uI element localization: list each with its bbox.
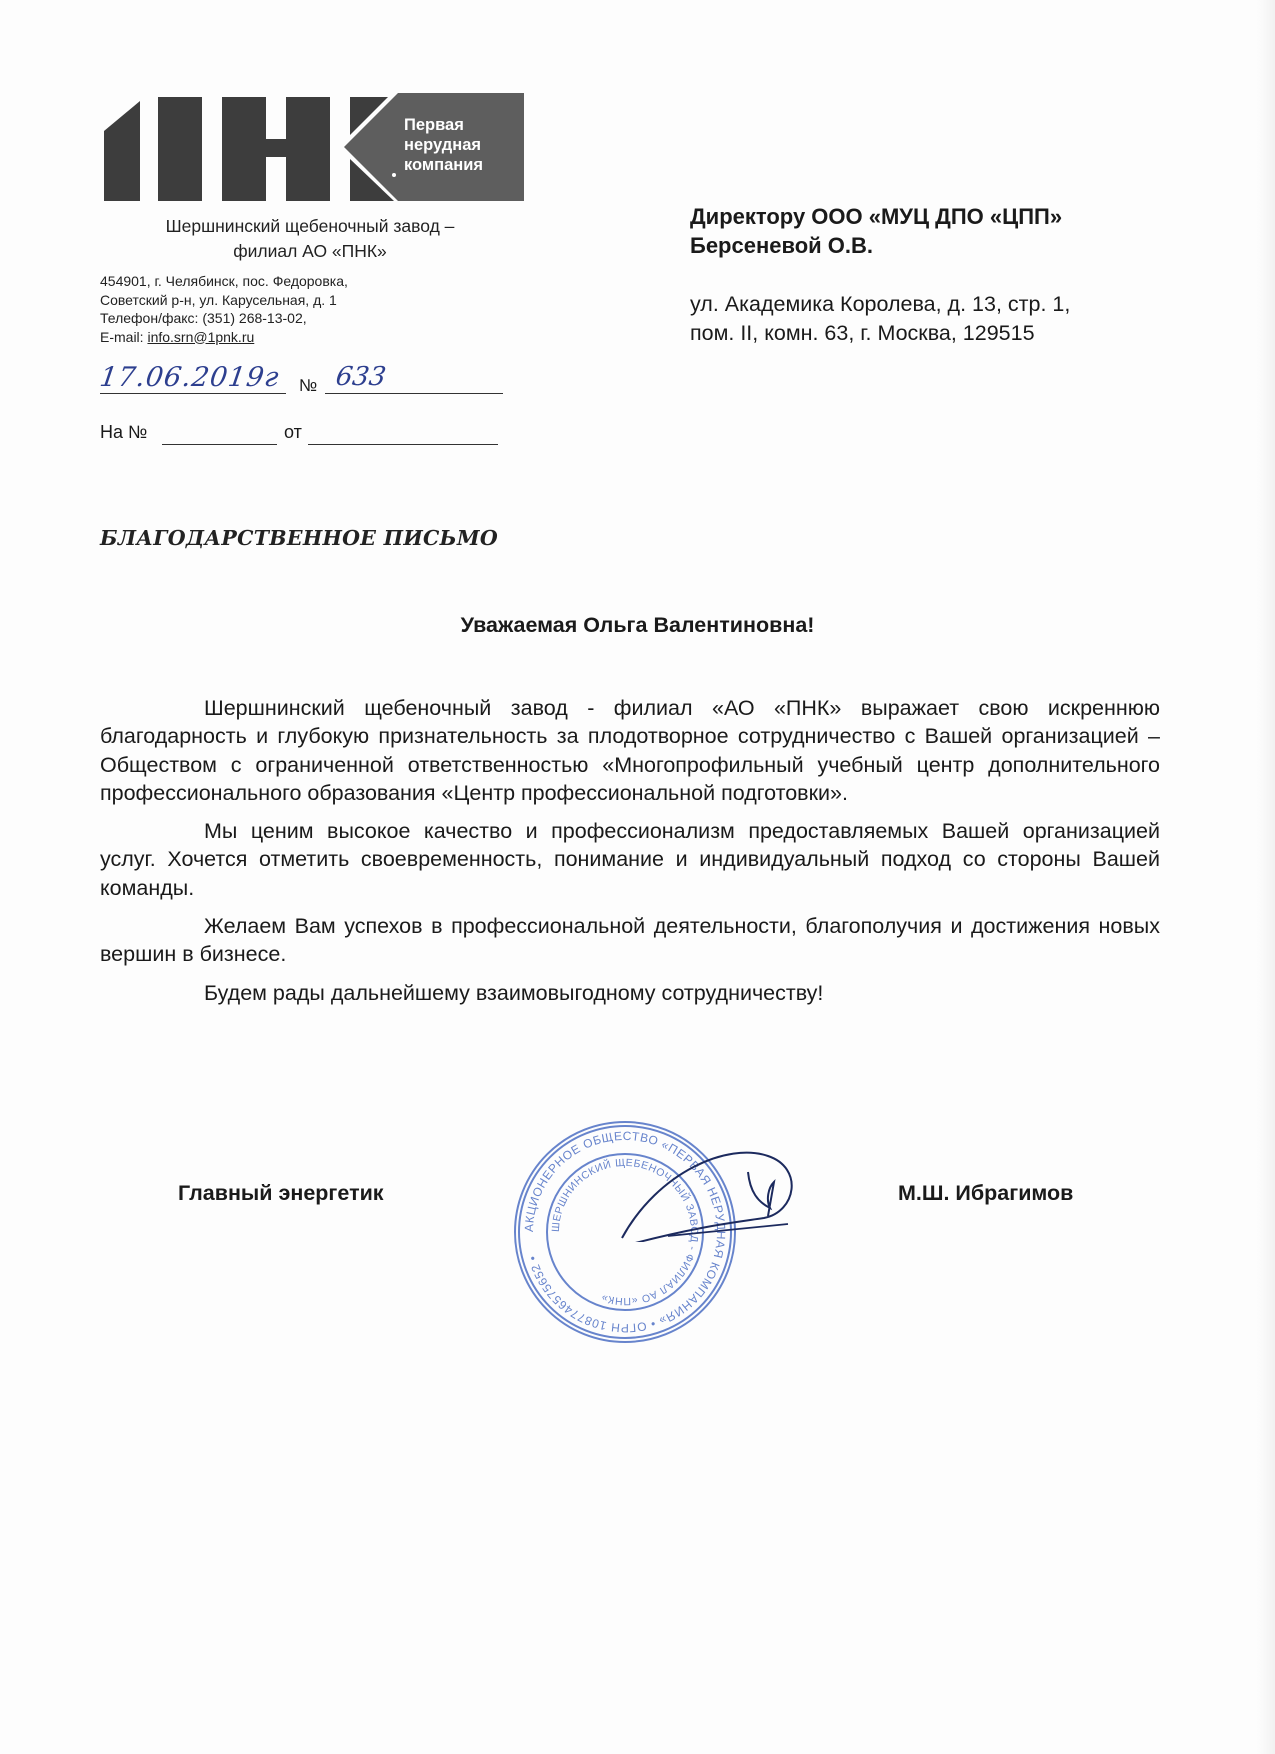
reference-date-blank	[308, 444, 498, 445]
recipient	[690, 202, 1062, 260]
recipient-line: Директору ООО «МУЦ ДПО «ЦПП»	[690, 204, 1063, 229]
sender-address-line: Телефон/факс: (351) 268-13-02,	[100, 310, 307, 326]
letter-body	[100, 694, 1160, 1007]
stamp-outer-text: АКЦИОНЕРНОЕ ОБЩЕСТВО «ПЕРВАЯ НЕРУДНАЯ КОМПАНИЯ» • ОГРН 1087746575652 •	[521, 1128, 729, 1336]
recipient-address-line: пом. II, комн. 63, г. Москва, 129515	[690, 321, 1035, 345]
reference-number-blank	[162, 444, 277, 445]
scan-edge-shadow	[1257, 0, 1275, 1754]
reference-number-label: На №	[100, 422, 148, 442]
logo-tagline-line: нерудная	[404, 136, 482, 154]
sender-name-line: Шершнинский щебеночный завод –	[165, 216, 455, 236]
sender-email-row	[100, 328, 348, 347]
number-underline	[325, 393, 503, 394]
greeting: Уважаемая Ольга Валентиновна!	[460, 613, 815, 637]
body-paragraph: Мы ценим высокое качество и профессионализм предоставляемых Вашей организацией услуг. Хочется отметить своевременность, понимание и индивидуальный подход со стороны Вашей команды.	[100, 819, 1160, 900]
registration-row	[97, 362, 505, 398]
logo-tagline	[404, 115, 483, 175]
handwritten-number: 633	[333, 362, 388, 392]
email-link[interactable]: info.srn@1pnk.ru	[147, 328, 255, 345]
sender-name-line: филиал АО «ПНК»	[233, 241, 387, 261]
signatory-position: Главный энергетик	[178, 1181, 384, 1205]
body-paragraph: Желаем Вам успехов в профессиональной деятельности, благополучия и достижения новых вершин в бизнесе.	[100, 914, 1160, 967]
logo-tagline-line: Первая	[404, 116, 464, 134]
handwritten-signature	[618, 1142, 808, 1242]
signatory-name: М.Ш. Ибрагимов	[898, 1181, 1074, 1205]
body-paragraph: Шершнинский щебеночный завод - филиал «АО «ПНК» выражает свою искреннюю благодарность и глубокую признательность за плодотворное сотрудничество с Вашей организацией – Обществом с ограниченной ответственностью «Многопрофильный учебный центр дополнительного профессионального образования «Центр профессиональной подготовки».	[100, 696, 1160, 805]
recipient-line: Берсеневой О.В.	[690, 233, 874, 258]
sender-address-line: 454901, г. Челябинск, пос. Федоровка,	[100, 273, 348, 289]
reference-date-label: от	[284, 422, 302, 442]
recipient-address	[690, 290, 1070, 348]
logo-tagline-line: компания	[404, 156, 483, 174]
document-title: БЛАГОДАРСТВЕННОЕ ПИСЬМО	[100, 526, 498, 550]
email-label: E-mail:	[100, 328, 144, 345]
body-paragraph: Будем рады дальнейшему взаимовыгодному сотрудничеству!	[204, 980, 824, 1005]
date-underline	[100, 393, 286, 394]
company-logo	[98, 93, 524, 203]
handwritten-date: 17.06.2019г	[97, 362, 282, 393]
reference-row	[100, 422, 505, 448]
stamp-inner-text: ШЕРШНИНСКИЙ ЩЕБЕНОЧНЫЙ ЗАВОД - ФИЛИАЛ АО «ПНК»	[549, 1156, 701, 1308]
sender-name	[100, 214, 520, 264]
number-label: №	[299, 376, 318, 395]
sender-address-line: Советский р-н, ул. Карусельная, д. 1	[100, 291, 337, 308]
recipient-address-line: ул. Академика Королева, д. 13, стр. 1,	[690, 292, 1071, 316]
sender-address	[100, 272, 348, 346]
